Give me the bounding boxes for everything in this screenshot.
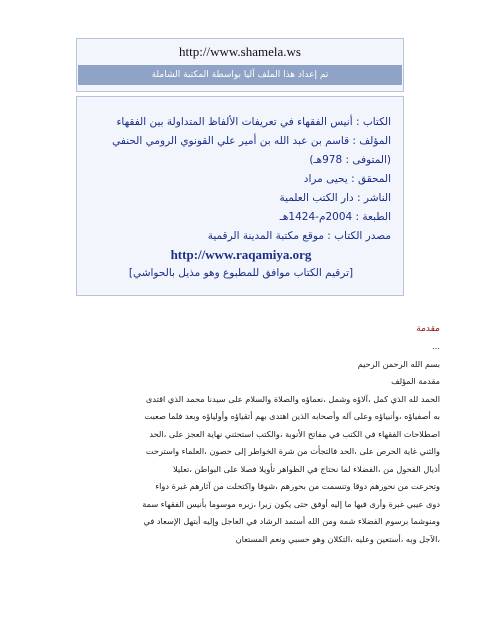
paragraph-line: الحمد لله الذي كمل ،آلاؤه وشمل ،نعماؤه والصلاة والسلام على سيدنا محمد الذي اقتدى: [145, 393, 440, 404]
basmala: بسم الله الرحمن الرحيم: [357, 358, 440, 369]
book-numbering-note: [ترقيم الكتاب موافق للمطبوع وهو مذيل بالحواشي]: [128, 267, 354, 279]
ellipsis: ...: [432, 341, 440, 351]
book-edition: الطبعة : 2004م-1424هـ: [279, 211, 391, 223]
intro-paragraph: [80, 391, 440, 549]
paragraph-line: والثني غاية الحرص على ،الحد فالتجأت من شرة الخواطر إلى حصون ،العلماء واسترحت: [145, 446, 440, 456]
body-text: [80, 320, 440, 548]
header-url[interactable]: http://www.shamela.ws: [179, 44, 301, 59]
book-publisher: الناشر : دار الكتب العلمية: [279, 192, 391, 204]
section-title: مقدمة: [416, 324, 440, 334]
paragraph-line: أذيال الفحول من ،الفضلاء لما نحتاج في الظواهر تأويلا فصلا على البواطن ،تعليلا: [173, 463, 440, 474]
book-author: المؤلف : قاسم بن عبد الله بن أمير علي القونوي الرومي الحنفي: [112, 135, 391, 147]
paragraph-line: وتحرعت من نحورهم دوقا وتنسمت من بحورهم ،شوقا واكتحلت من آثارهم غبرة دواء: [155, 481, 440, 491]
book-author-death: (المتوفى : 978هـ): [309, 154, 391, 166]
paragraph-line: ،الآجل وبه ،أستعين وعليه ،التكلان وهو حسبي ونعم المستعان: [235, 533, 440, 544]
author-intro-heading: مقدمة المؤلف: [391, 376, 440, 386]
paragraph-line: ومنوشما برسوم الفضلاء شمة ومن الله أستمد الرشاد في العاجل وإليه أبتهل الإسعاد في: [143, 516, 440, 526]
book-source-url[interactable]: http://www.raqamiya.org: [170, 247, 312, 262]
paragraph-line: دوى عيبي غبرة وأرى فيها ما إليه أوفق حتى يكون زبرا ،زبره موسوما بأنيس الفقهاء سمة: [142, 498, 440, 509]
header-note: تم إعداد هذا الملف آليا بواسطة المكتبة الشاملة: [78, 65, 402, 85]
book-info-box: [76, 96, 404, 296]
book-title: الكتاب : أنيس الفقهاء في تعريفات الألفاظ المتداولة بين الفقهاء: [116, 116, 391, 128]
paragraph-line: اصطلاحات الفقهاء في الكتب في مفاتح الأنوبة ،والكتب استحثني نهاية العجز على ،الحد: [149, 428, 440, 439]
paragraph-line: به أصفياؤه ،وأنبياؤه وعلى آله وأصحابه الذين اهتدى بهم أتقياؤه وأولياؤه وبعد فلما صعبت: [144, 411, 440, 421]
book-info: [91, 113, 391, 287]
book-source: مصدر الكتاب : موقع مكتبة المدينة الرقمية: [207, 230, 391, 242]
book-editor: المحقق : يحيى مراد: [303, 173, 391, 185]
header-box: [76, 38, 404, 92]
